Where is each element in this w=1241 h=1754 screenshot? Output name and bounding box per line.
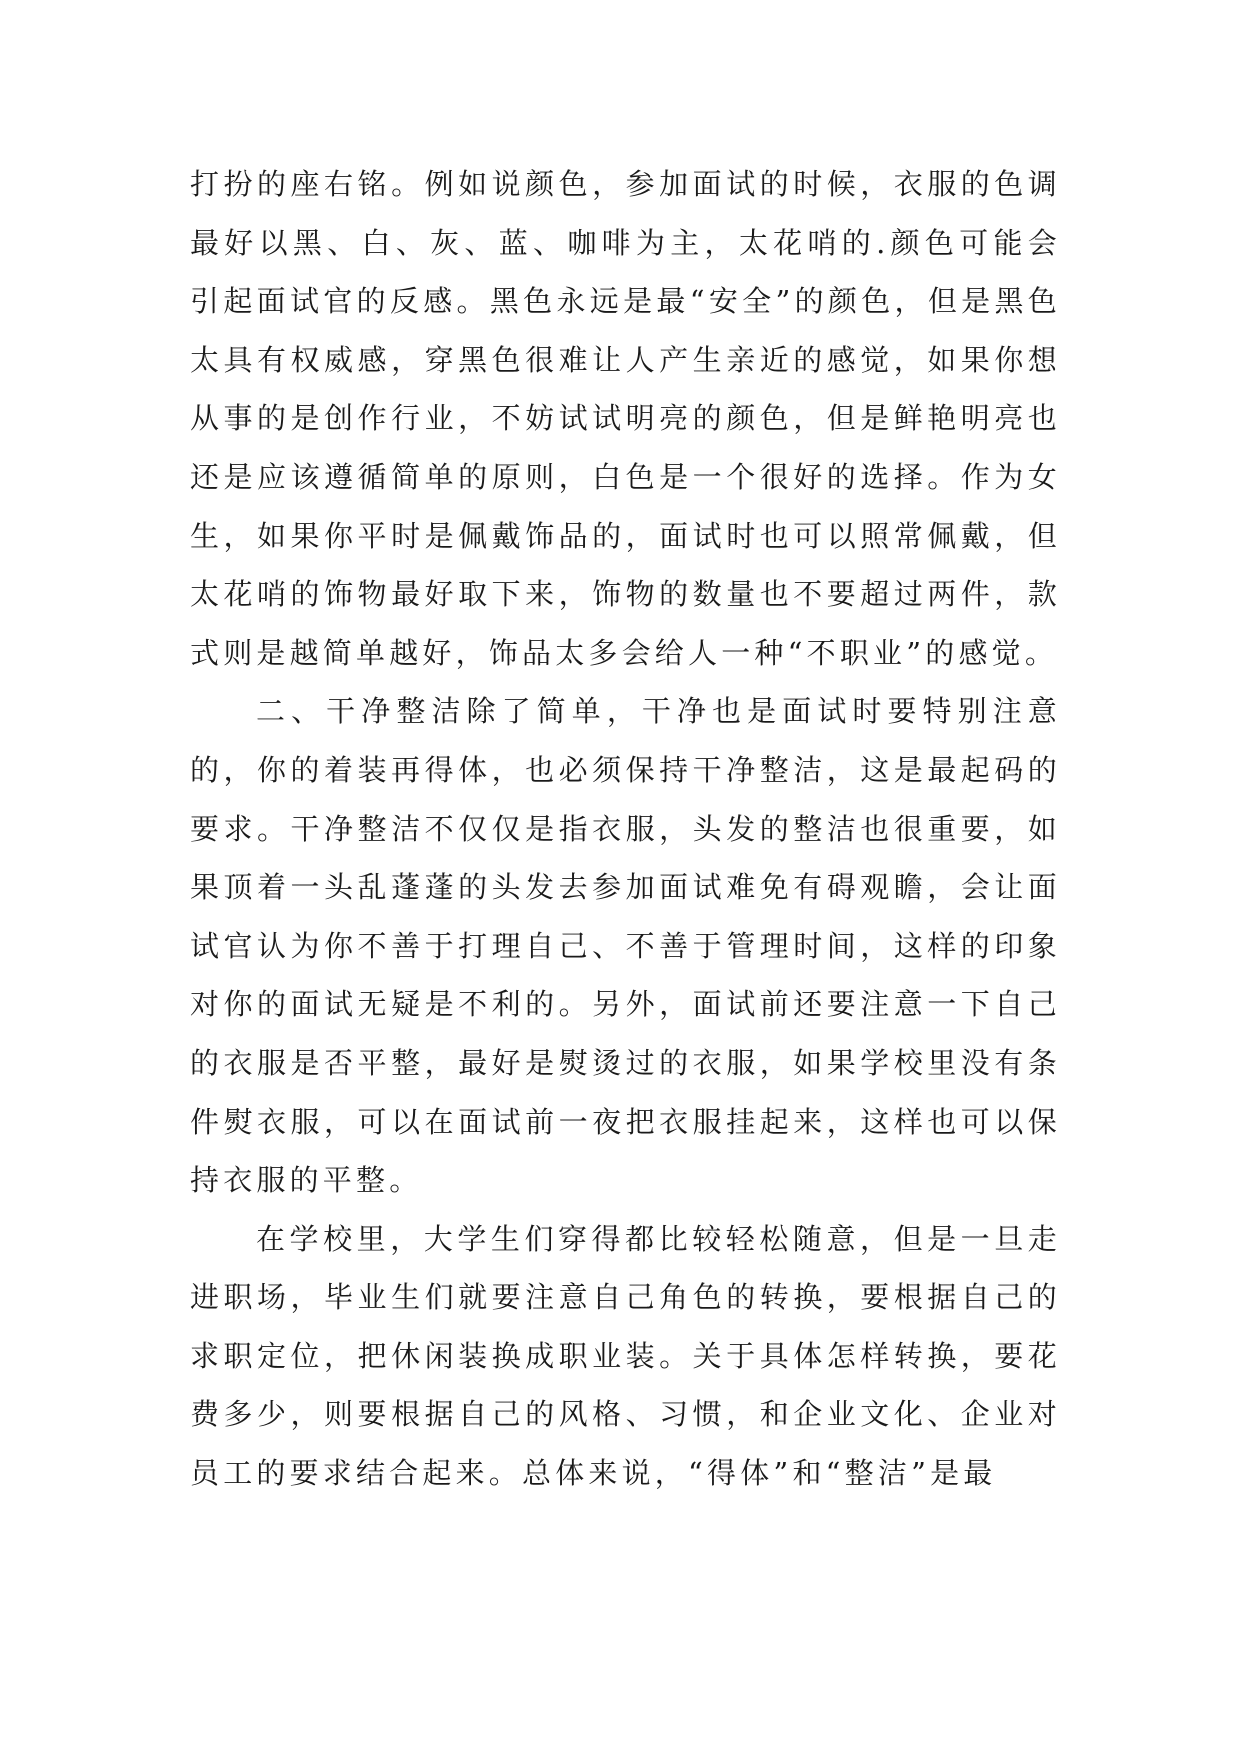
- document-body: [190, 155, 1061, 1503]
- paragraph-1: 打扮的座右铭。例如说颜色，参加面试的时候，衣服的色调最好以黑、白、灰、蓝、咖啡为主，太花哨的.颜色可能会引起面试官的反感。黑色永远是最“安全”的颜色，但是黑色太具有权威感，穿黑色很难让人产生亲近的感觉，如果你想从事的是创作行业，不妨试试明亮的颜色，但是鲜艳明亮也还是应该遵循简单的原则，白色是一个很好的选择。作为女生，如果你平时是佩戴饰品的，面试时也可以照常佩戴，但太花哨的饰物最好取下来，饰物的数量也不要超过两件，款式则是越简单越好，饰品太多会给人一种“不职业”的感觉。: [190, 167, 1061, 670]
- paragraph-3: 在学校里，大学生们穿得都比较轻松随意，但是一旦走进职场，毕业生们就要注意自己角色的转换，要根据自己的求职定位，把休闲装换成职业装。关于具体怎样转换，要花费多少，则要根据自己的风格、习惯，和企业文化、企业对员工的要求结合起来。总体来说，“得体”和“整洁”是最: [190, 1221, 1061, 1491]
- paragraph-2: 二、干净整洁除了简单，干净也是面试时要特别注意的，你的着装再得体，也必须保持干净整洁，这是最起码的要求。干净整洁不仅仅是指衣服，头发的整洁也很重要，如果顶着一头乱蓬蓬的头发去参加面试难免有碍观瞻，会让面试官认为你不善于打理自己、不善于管理时间，这样的印象对你的面试无疑是不利的。另外，面试前还要注意一下自己的衣服是否平整，最好是熨烫过的衣服，如果学校里没有条件熨衣服，可以在面试前一夜把衣服挂起来，这样也可以保持衣服的平整。: [190, 694, 1061, 1198]
